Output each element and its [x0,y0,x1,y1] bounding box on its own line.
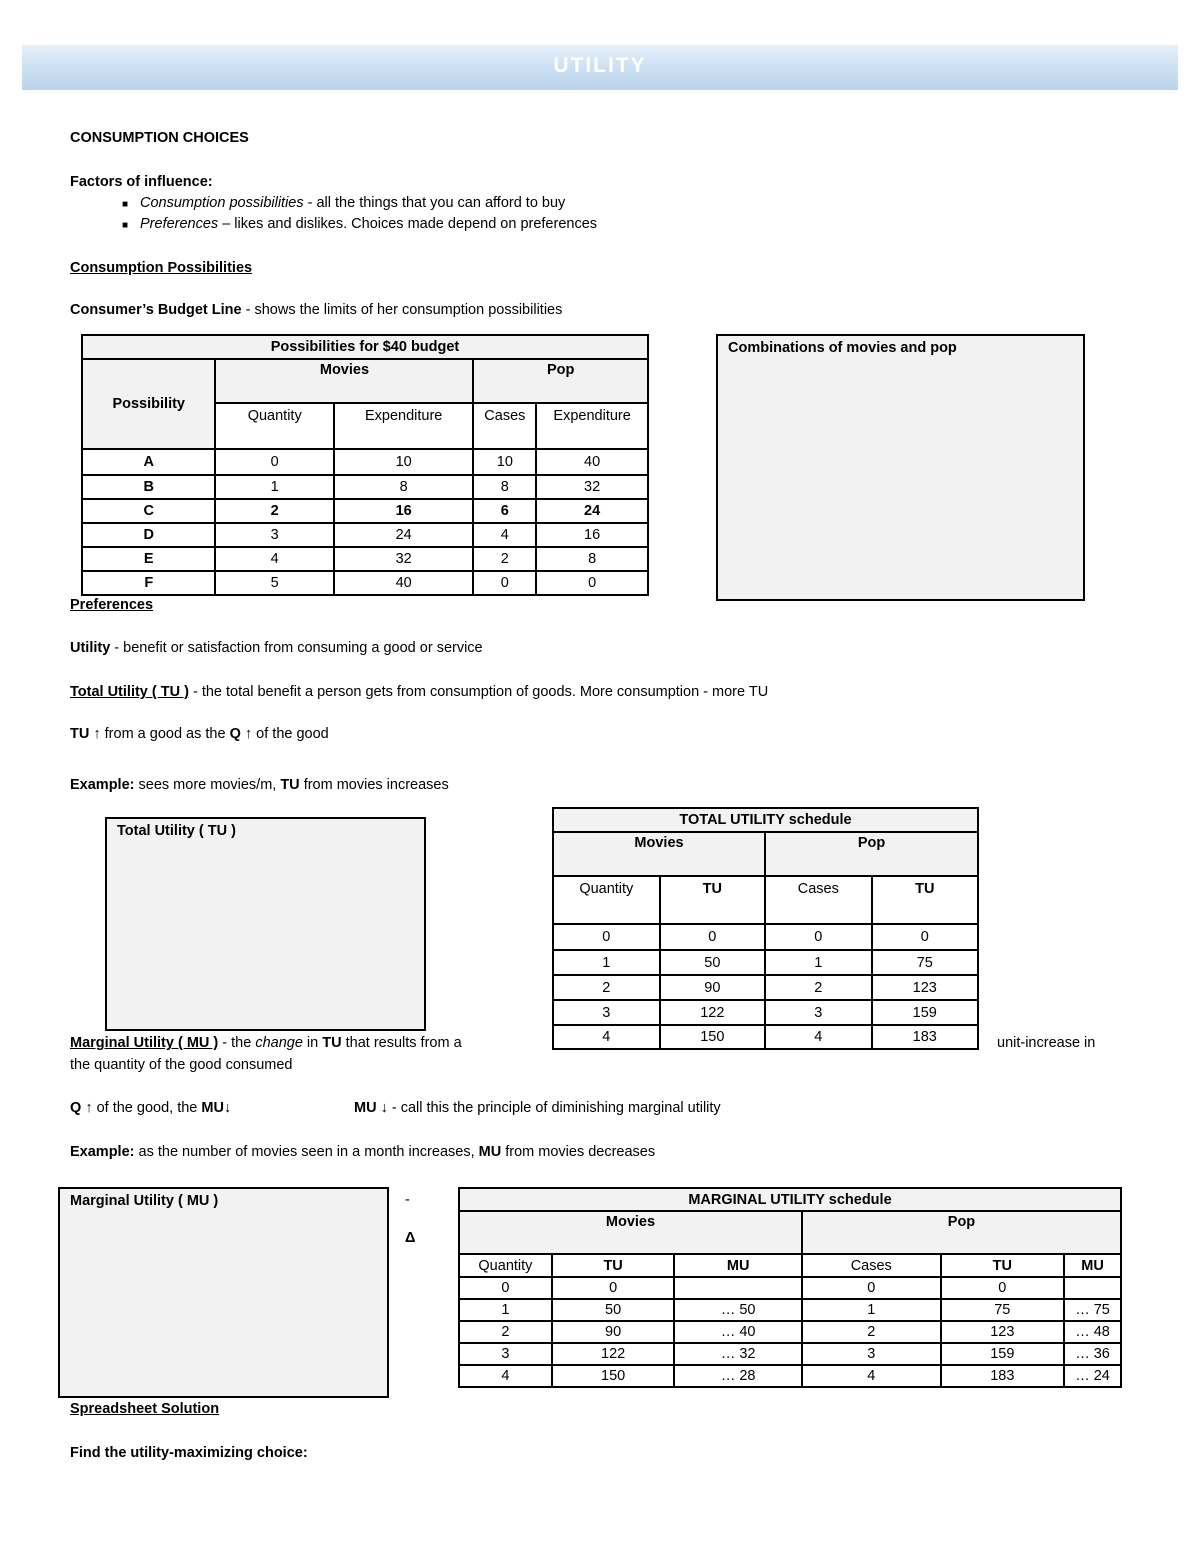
consumption-possibilities-heading: Consumption Possibilities [70,260,253,276]
table-row [553,1025,978,1049]
table-cell: 1 [765,950,872,975]
table-cell: 0 [536,571,648,595]
table-cell: 2 [473,547,536,571]
table-cell: 50 [552,1299,675,1321]
table-cell: 0 [802,1277,941,1299]
column-header: TU [872,876,978,924]
preferences-heading: Preferences [70,597,154,613]
mu-text: - the [218,1035,256,1051]
table-cell: 183 [941,1365,1065,1387]
tu-rule [70,726,329,742]
column-header: Quantity [215,403,333,449]
column-group-header: Movies [553,832,765,876]
marginal-utility-definition [70,1035,462,1051]
table-cell: 183 [872,1025,978,1049]
table-row [459,1321,1121,1343]
table-cell: 2 [765,975,872,1000]
up-arrow-icon: ↑ [93,726,101,742]
square-bullet-icon: ■ [121,199,129,210]
table-cell: 1 [215,475,333,499]
tu-example [70,777,449,793]
table-cell: 4 [459,1365,552,1387]
spreadsheet-heading: Spreadsheet Solution [70,1401,220,1417]
table-cell: F [82,571,215,595]
table-cell: … 36 [1064,1343,1121,1365]
table-cell: 4 [765,1025,872,1049]
mu-rule-right [354,1100,721,1116]
table-cell: 8 [536,547,648,571]
tu-label: TU [70,726,90,742]
column-header: Quantity [553,876,660,924]
table-cell [1064,1277,1121,1299]
column-group-header: Pop [765,832,978,876]
table-row [553,1000,978,1025]
table-row [553,975,978,1000]
table-cell: 159 [872,1000,978,1025]
table-cell: 75 [872,950,978,975]
tu-text: - the total benefit a person gets from consumption of goods. More consumption - more TU [188,684,769,700]
table-cell: 159 [941,1343,1065,1365]
bullet-item [110,216,597,232]
table-cell: 2 [553,975,660,1000]
column-group-header: Pop [473,359,648,403]
table-row [82,475,648,499]
box-title: Combinations of movies and pop [728,340,957,356]
column-header: TU [660,876,765,924]
column-header: Cases [765,876,872,924]
total-utility-table [552,807,979,1050]
tu-label: TU [322,1035,342,1051]
table-cell: 122 [552,1343,675,1365]
table-cell: 90 [552,1321,675,1343]
table-cell: … 32 [674,1343,802,1365]
table-cell: … 48 [1064,1321,1121,1343]
rule-text: - call this the principle of diminishing marginal utility [387,1100,721,1116]
table-cell: … 24 [1064,1365,1121,1387]
column-header: Expenditure [334,403,473,449]
rule-text: from a good as the [100,726,230,742]
mu-rule-left [70,1100,231,1116]
table-row [459,1299,1121,1321]
tu-label: TU [280,777,300,793]
table-row [82,499,648,523]
table-cell: 0 [459,1277,552,1299]
q-label: Q [229,726,241,742]
table-cell: C [82,499,215,523]
table-row [553,950,978,975]
utility-definition [70,640,483,656]
total-utility-graph-box [105,817,426,1031]
example-text: from movies decreases [501,1144,656,1160]
bullet-item [110,195,565,211]
mu-definition-line2: the quantity of the good consumed [70,1057,293,1073]
table-cell: 1 [553,950,660,975]
column-header: TU [552,1254,675,1277]
table-title: Possibilities for $40 budget [82,335,648,359]
table-cell: 150 [552,1365,675,1387]
find-utility-max-text: Find the utility-maximizing choice: [70,1445,308,1461]
table-cell: 2 [459,1321,552,1343]
table-cell: 10 [473,449,536,475]
bullet-text: - all the things that you can afford to buy [303,195,566,211]
table-cell: 4 [802,1365,941,1387]
table-cell: 0 [553,924,660,950]
column-header: MU [674,1254,802,1277]
mu-text: in [302,1035,323,1051]
column-group-header: Movies [215,359,473,403]
marginal-utility-table [458,1187,1122,1388]
tu-term: Total Utility ( TU ) [70,684,189,700]
table-cell: 16 [536,523,648,547]
rule-text: of the good, the [92,1100,202,1116]
table-cell: … 75 [1064,1299,1121,1321]
table-cell: 75 [941,1299,1065,1321]
factors-label: Factors of influence: [70,174,213,190]
table-title: TOTAL UTILITY schedule [553,808,978,832]
combinations-graph-box [716,334,1085,601]
change-word: change [255,1035,303,1051]
table-cell: 40 [536,449,648,475]
table-row [82,571,648,595]
table-cell: 24 [536,499,648,523]
down-arrow-icon: ↓ [223,1100,232,1116]
mu-term: Marginal Utility ( MU ) [70,1035,219,1051]
example-text: as the number of movies seen in a month increases, [134,1144,479,1160]
q-label: Q [70,1100,82,1116]
table-cell: 5 [215,571,333,595]
column-header: Expenditure [536,403,648,449]
column-header: Possibility [82,359,215,449]
utility-term: Utility [70,640,111,656]
table-row [82,449,648,475]
table-row [459,1365,1121,1387]
table-cell: A [82,449,215,475]
table-cell: 4 [553,1025,660,1049]
bullet-term: Consumption possibilities [140,195,304,211]
table-cell: 50 [660,950,765,975]
table-cell: 4 [215,547,333,571]
table-cell: 32 [334,547,473,571]
table-cell [674,1277,802,1299]
table-cell: 0 [765,924,872,950]
table-cell: 3 [215,523,333,547]
example-label: Example: [70,1144,135,1160]
square-bullet-icon: ■ [121,220,129,231]
utility-text: - benefit or satisfaction from consuming a good or service [110,640,483,656]
table-row [553,924,978,950]
possibilities-table [81,334,649,596]
marginal-utility-graph-box [58,1187,389,1398]
table-row [459,1277,1121,1299]
budget-term: Consumer’s Budget Line [70,302,242,318]
example-text: from movies increases [299,777,449,793]
budget-line-definition [70,302,562,318]
table-cell: 0 [215,449,333,475]
mu-label: MU [201,1100,224,1116]
table-cell: 40 [334,571,473,595]
table-cell: 8 [473,475,536,499]
table-cell: 150 [660,1025,765,1049]
table-cell: 90 [660,975,765,1000]
table-cell: 6 [473,499,536,523]
table-cell: 4 [473,523,536,547]
table-cell: 3 [765,1000,872,1025]
column-header: MU [1064,1254,1121,1277]
table-cell: 0 [872,924,978,950]
table-cell: 123 [941,1321,1065,1343]
page-banner: UTILITY [22,45,1178,90]
table-cell: B [82,475,215,499]
box-title: Total Utility ( TU ) [117,823,236,839]
table-row [459,1343,1121,1365]
table-cell: 2 [215,499,333,523]
table-cell: 0 [941,1277,1065,1299]
table-cell: D [82,523,215,547]
table-cell: 32 [536,475,648,499]
mu-text: that results from a [341,1035,462,1051]
table-cell: 16 [334,499,473,523]
column-group-header: Movies [459,1211,802,1254]
down-arrow-icon: ↓ [380,1100,388,1116]
section-heading: CONSUMPTION CHOICES [70,130,249,146]
mu-label: MU [354,1100,377,1116]
rule-text: of the good [252,726,329,742]
table-cell: 0 [552,1277,675,1299]
delta-symbol: Δ [405,1230,416,1246]
table-cell: E [82,547,215,571]
up-arrow-icon: ↑ [85,1100,93,1116]
mu-definition-continued: unit-increase in [997,1035,1096,1051]
column-header: Cases [473,403,536,449]
bullet-text: – likes and dislikes. Choices made depend on preferences [218,216,598,232]
table-cell: 24 [334,523,473,547]
table-cell: 8 [334,475,473,499]
table-cell: … 28 [674,1365,802,1387]
column-header: Quantity [459,1254,552,1277]
table-cell: 3 [802,1343,941,1365]
column-group-header: Pop [802,1211,1121,1254]
table-cell: 3 [459,1343,552,1365]
bullet-term: Preferences [140,216,219,232]
mu-example [70,1144,655,1160]
table-cell: 10 [334,449,473,475]
table-cell: 0 [473,571,536,595]
up-arrow-icon: ↑ [244,726,253,742]
table-cell: 1 [459,1299,552,1321]
mu-label: MU [478,1144,502,1160]
table-cell: … 50 [674,1299,802,1321]
table-cell: … 40 [674,1321,802,1343]
table-cell: 2 [802,1321,941,1343]
table-cell: 3 [553,1000,660,1025]
total-utility-definition [70,684,768,700]
table-cell: 123 [872,975,978,1000]
table-cell: 122 [660,1000,765,1025]
table-title: MARGINAL UTILITY schedule [459,1188,1121,1211]
table-cell: 0 [660,924,765,950]
table-row [82,523,648,547]
example-text: sees more movies/m, [134,777,281,793]
column-header: TU [941,1254,1065,1277]
box-title: Marginal Utility ( MU ) [70,1193,219,1209]
table-row [82,547,648,571]
dash-symbol: - [405,1192,410,1208]
column-header: Cases [802,1254,941,1277]
budget-text: - shows the limits of her consumption possibilities [241,302,563,318]
example-label: Example: [70,777,135,793]
table-cell: 1 [802,1299,941,1321]
